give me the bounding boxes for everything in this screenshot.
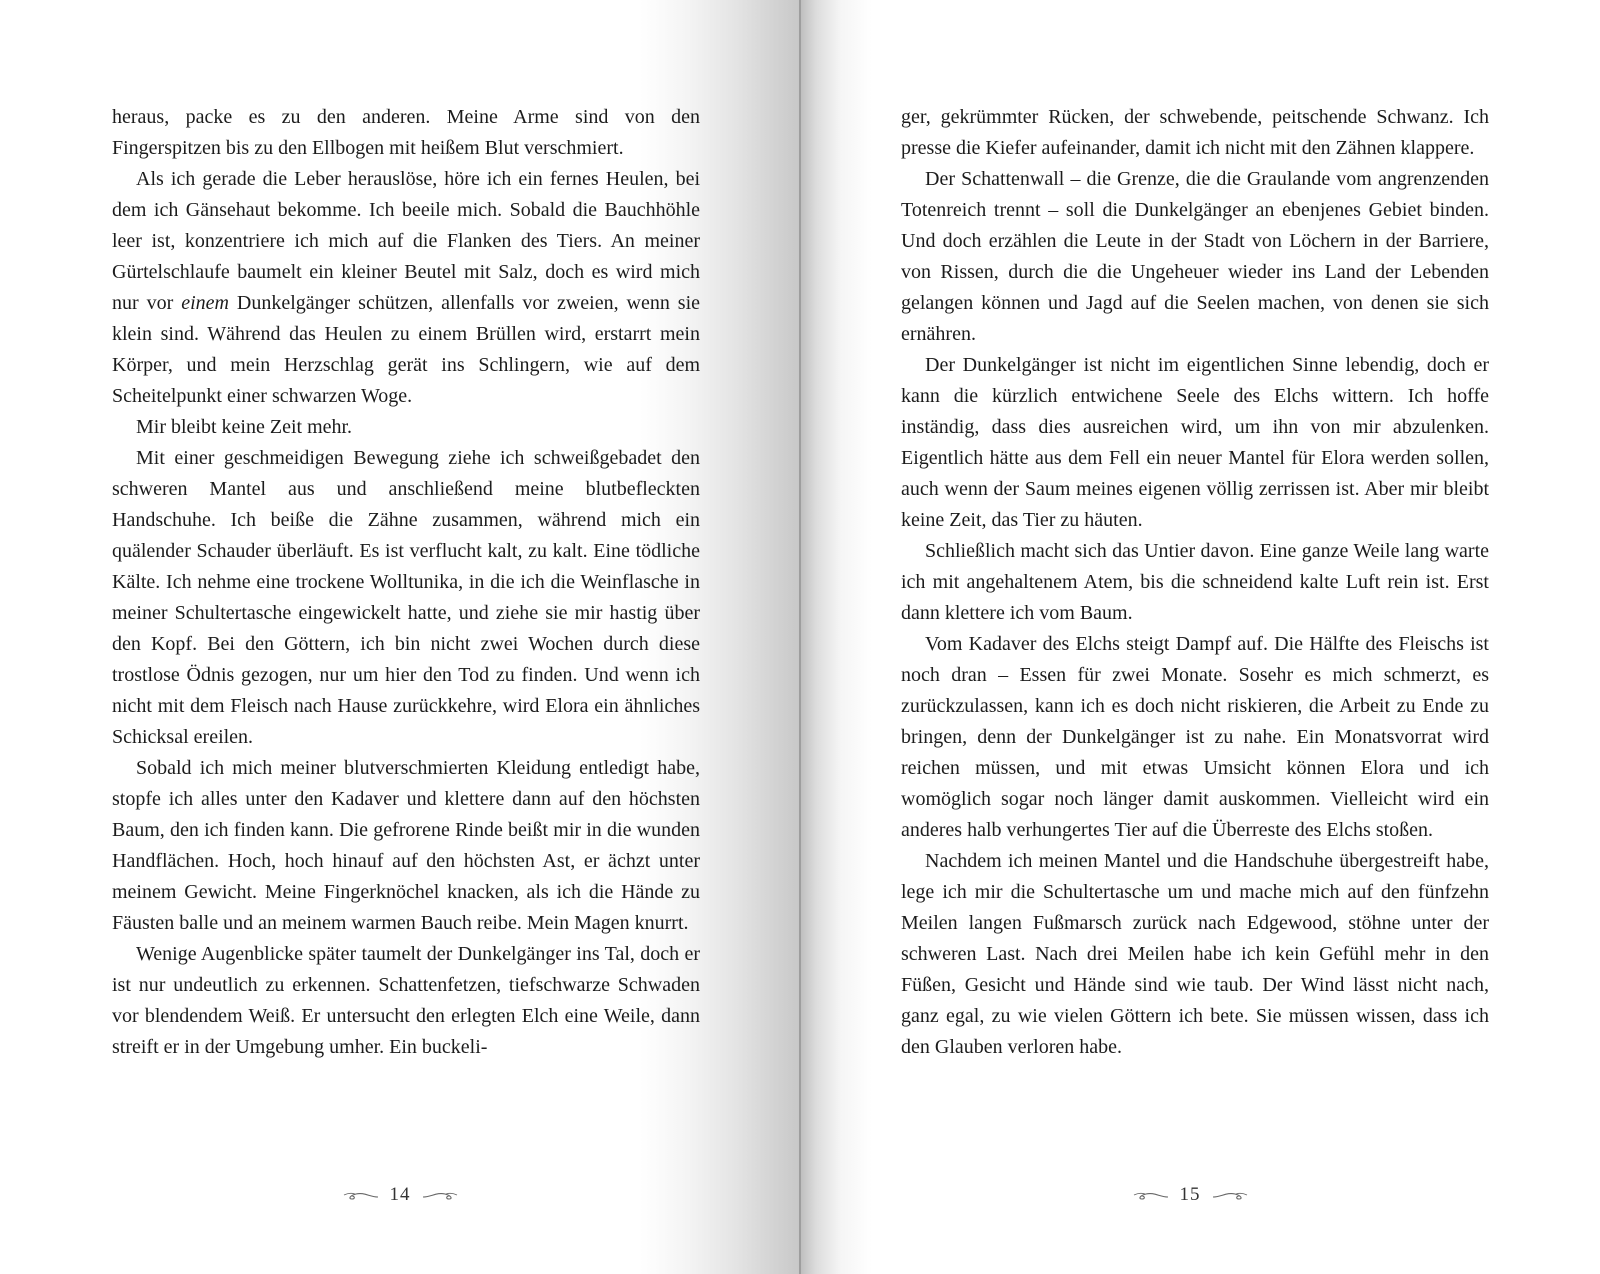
paragraph: heraus, packe es zu den anderen. Meine Arme sind von den Fingerspitzen bis zu den Ellbogen mit heißem Blut verschmiert. — [112, 106, 700, 159]
right-page — [800, 0, 1600, 1274]
page-number: 14 — [389, 1184, 411, 1205]
page-number-footer — [335, 1180, 465, 1210]
paragraph: ger, gekrümmter Rücken, der schwebende, peitschende Schwanz. Ich presse die Kiefer aufeinander, damit ich nicht mit den Zähnen klappere. — [901, 106, 1489, 159]
page-number-footer — [1125, 1180, 1255, 1210]
right-page-text — [901, 102, 1489, 1063]
swirl-ornament-icon — [342, 1188, 380, 1202]
swirl-ornament-icon — [1211, 1188, 1249, 1202]
paragraph: Schließlich macht sich das Untier davon. Eine ganze Weile lang warte ich mit angehaltenem Atem, bis die schneidend kalte Luft rein ist. Erst dann klettere ich vom Baum. — [901, 540, 1489, 624]
paragraph: Wenige Augenblicke später taumelt der Dunkelgänger ins Tal, doch er ist nur undeutlich zu erkennen. Schattenfetzen, tiefschwarze Schwaden vor blendendem Weiß. Er untersucht den erlegten Elch eine Weile, dann streift er in der Umgebung umher. Ein buckeli- — [112, 943, 700, 1058]
book-gutter — [799, 0, 801, 1274]
paragraph: Der Dunkelgänger ist nicht im eigentlichen Sinne lebendig, doch er kann die kürzlich entwichene Seele des Elchs wittern. Ich hoffe inständig, dass dies ausreichen wird, um ihn von mir abzulenken. Eigentlich hätte aus dem Fell ein neuer Mantel für Elora werden sollen, auch wenn der Saum meines eigenen völlig zerrissen ist. Aber mir bleibt keine Zeit, das Tier zu häuten. — [901, 354, 1489, 531]
emphasis: einem — [181, 292, 229, 314]
paragraph: Mit einer geschmeidigen Bewegung ziehe ich schweißgebadet den schweren Mantel aus und anschließend meine blutbefleckten Handschuhe. Ich beiße die Zähne zusammen, während mich ein quälender Schauder überläuft. Es ist verflucht kalt, zu kalt. Eine tödliche Kälte. Ich nehme eine trockene Wolltunika, in die ich die Weinflasche in meiner Schultertasche eingewickelt hatte, und ziehe sie mir hastig über den Kopf. Bei den Göttern, ich bin nicht zwei Wochen durch diese trostlose Ödnis gezogen, nur um hier den Tod zu finden. Und wenn ich nicht mit dem Fleisch nach Hause zurückkehre, wird Elora ein ähnliches Schicksal ereilen. — [112, 447, 700, 748]
swirl-ornament-icon — [421, 1188, 459, 1202]
paragraph: Mir bleibt keine Zeit mehr. — [136, 416, 353, 438]
paragraph: Nachdem ich meinen Mantel und die Handschuhe übergestreift habe, lege ich mir die Schultertasche um und mache mich auf den fünfzehn Meilen langen Fußmarsch zurück nach Edgewood, stöhne unter der schweren Last. Nach drei Meilen habe ich kein Gefühl mehr in den Füßen, Gesicht und Hände sind wie taub. Der Wind lässt nicht nach, ganz egal, zu wie vielen Göttern ich bete. Sie müssen wissen, dass ich den Glauben verloren habe. — [901, 850, 1489, 1058]
paragraph: Der Schattenwall – die Grenze, die die Graulande vom angrenzenden Totenreich trennt – soll die Dunkelgänger an ebenjenes Gebiet binden. Und doch erzählen die Leute in der Stadt von Löchern in der Barriere, von Rissen, durch die die Ungeheuer wieder ins Land der Lebenden gelangen können und Jagd auf die Seelen machen, von denen sie sich ernähren. — [901, 168, 1489, 345]
paragraph: Vom Kadaver des Elchs steigt Dampf auf. Die Hälfte des Fleischs ist noch dran – Essen für zwei Monate. Sosehr es mich schmerzt, es zurückzulassen, kann ich es doch nicht riskieren, die Arbeit zu Ende zu bringen, denn der Dunkelgänger ist zu nahe. Ein Monatsvorrat wird reichen müssen, und mit etwas Umsicht können Elora und ich womöglich sogar noch länger damit auskommen. Vielleicht wird ein anderes halb verhungertes Tier auf die Überreste des Elchs stoßen. — [901, 633, 1489, 841]
paragraph: Als ich gerade die Leber herauslöse, höre ich ein fernes Heulen, bei dem ich Gänsehaut bekomme. Ich beeile mich. Sobald die Bauchhöhle leer ist, konzentriere ich mich auf die Flanken des Tiers. An meiner Gürtelschlaufe baumelt ein kleiner Beutel mit Salz, doch es wird mich nur vor einem Dunkelgänger schützen, allenfalls vor zweien, wenn sie klein sind. Während das Heulen zu einem Brüllen wird, erstarrt mein Körper, und mein Herzschlag gerät ins Schlingern, wie auf dem Scheitelpunkt einer schwarzen Woge. — [112, 168, 700, 407]
left-page-text — [112, 102, 700, 1063]
paragraph: Sobald ich mich meiner blutverschmierten Kleidung entledigt habe, stopfe ich alles unter den Kadaver und klettere dann auf den höchsten Baum, den ich finden kann. Die gefrorene Rinde beißt mir in die wunden Handflächen. Hoch, hoch hinauf auf den höchsten Ast, er ächzt unter meinem Gewicht. Meine Fingerknöchel knacken, als ich die Hände zu Fäusten balle und an meinem warmen Bauch reibe. Mein Magen knurrt. — [112, 757, 700, 934]
swirl-ornament-icon — [1132, 1188, 1170, 1202]
page-number: 15 — [1179, 1184, 1201, 1205]
